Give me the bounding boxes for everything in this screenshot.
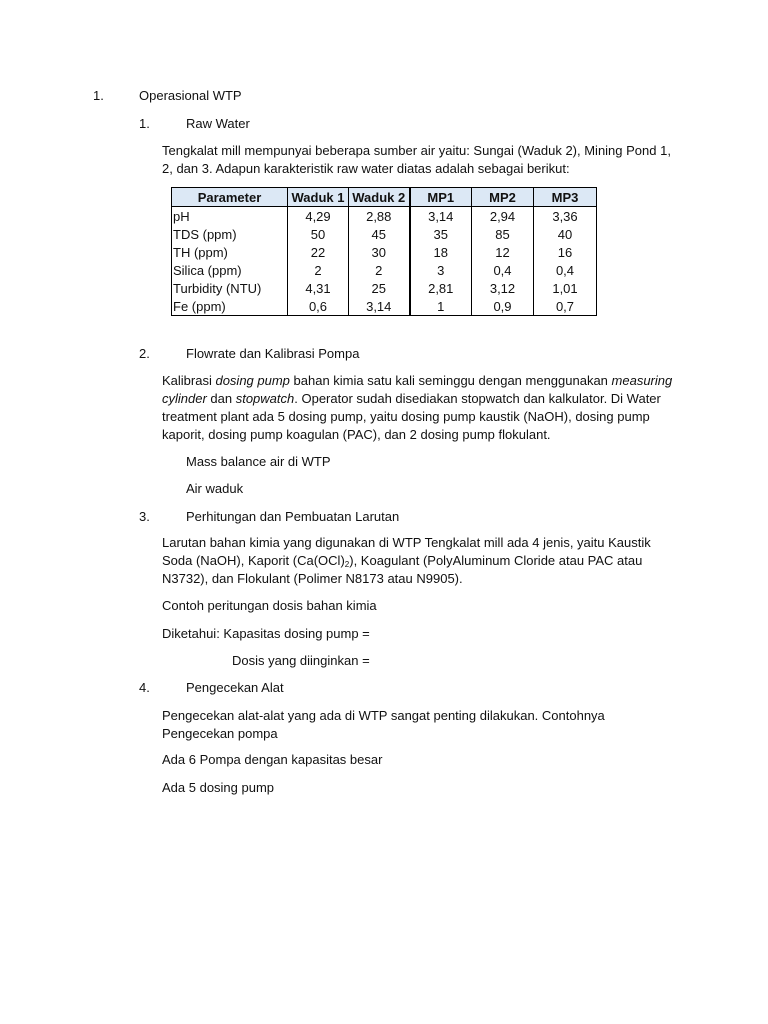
pompa-label: Ada 6 Pompa dengan kapasitas besar — [162, 752, 383, 767]
diketahui-label: Diketahui: Kapasitas dosing pump = — [162, 626, 370, 641]
table-row — [172, 243, 597, 261]
table-row — [172, 261, 597, 279]
table-cell: 0,4 — [472, 261, 534, 279]
table-cell: 2,81 — [410, 279, 472, 297]
perhitungan-number: 3. — [139, 509, 150, 524]
table-header-cell: Waduk 2 — [349, 188, 410, 207]
table-cell: 3,14 — [410, 207, 472, 226]
table-cell: 4,29 — [288, 207, 349, 226]
flowrate-italic-text: stopwatch — [235, 391, 295, 406]
table-cell: 0,6 — [288, 297, 349, 316]
dosing-pump-label: Ada 5 dosing pump — [162, 780, 275, 795]
table-header-cell: Parameter — [172, 188, 288, 207]
table-header-cell: MP3 — [534, 188, 597, 207]
table-cell-parameter: pH — [172, 207, 288, 226]
table-cell: 0,9 — [472, 297, 534, 316]
table-cell: 30 — [349, 243, 410, 261]
table-cell: 1,01 — [534, 279, 597, 297]
table-cell: 25 — [349, 279, 410, 297]
table-cell-parameter: Turbidity (NTU) — [172, 279, 288, 297]
table-cell: 0,7 — [534, 297, 597, 316]
flowrate-title: Flowrate dan Kalibrasi Pompa — [186, 346, 360, 361]
flowrate-number: 2. — [139, 346, 150, 361]
table-cell-parameter: Silica (ppm) — [172, 261, 288, 279]
flowrate-paragraph — [162, 372, 674, 444]
table-row — [172, 279, 597, 297]
perhitungan-text: ), Koagulant (PolyAluminum Cloride atau PAC atau N3732), dan Flokulant (Polimer N8173 atau N9905). — [162, 553, 643, 586]
table-cell: 50 — [288, 225, 349, 243]
table-cell: 3,14 — [349, 297, 410, 316]
flowrate-italic-text: measuring cylinder — [162, 373, 673, 406]
pengecekan-number: 4. — [139, 680, 150, 695]
air-waduk-label: Air waduk — [186, 481, 244, 496]
pengecekan-title: Pengecekan Alat — [186, 680, 284, 695]
table-cell: 16 — [534, 243, 597, 261]
table-cell: 85 — [472, 225, 534, 243]
raw-water-table — [171, 187, 597, 316]
table-cell-parameter: Fe (ppm) — [172, 297, 288, 316]
table-header-cell: MP1 — [410, 188, 472, 207]
table-cell: 12 — [472, 243, 534, 261]
dosis-label: Dosis yang diinginkan = — [232, 653, 370, 668]
table-cell-parameter: TH (ppm) — [172, 243, 288, 261]
table-row — [172, 225, 597, 243]
perhitungan-title: Perhitungan dan Pembuatan Larutan — [186, 509, 400, 524]
table-row — [172, 207, 597, 226]
table-cell: 2,88 — [349, 207, 410, 226]
flowrate-text: . Operator sudah disediakan stopwatch dan kalkulator. Di Water treatment plant ada 5 dosing pump, yaitu dosing pump kaustik (NaOH), dosing pump kaporit, dosing pump koagulan (PAC), dan 2 dosing pump flokulant. — [162, 391, 661, 442]
flowrate-italic-text: dosing pump — [215, 373, 290, 388]
table-cell: 40 — [534, 225, 597, 243]
raw-water-title: Raw Water — [186, 116, 250, 131]
pengecekan-paragraph: Pengecekan alat-alat yang ada di WTP sangat penting dilakukan. Contohnya Pengecekan pompa — [162, 708, 605, 741]
contoh-label: Contoh peritungan dosis bahan kimia — [162, 598, 377, 613]
table-cell: 3,36 — [534, 207, 597, 226]
perhitungan-paragraph — [162, 534, 674, 588]
raw-water-number: 1. — [139, 116, 150, 131]
section-title: Operasional WTP — [139, 88, 242, 103]
table-cell: 2,94 — [472, 207, 534, 226]
subscript: 2 — [344, 560, 350, 569]
table-cell: 22 — [288, 243, 349, 261]
table-cell: 0,4 — [534, 261, 597, 279]
mass-balance-label: Mass balance air di WTP — [186, 454, 331, 469]
flowrate-text: bahan kimia satu kali seminggu dengan menggunakan — [289, 373, 612, 388]
table-header-row — [172, 188, 597, 207]
table-cell: 3 — [410, 261, 472, 279]
flowrate-text: dan — [206, 391, 236, 406]
table-cell: 35 — [410, 225, 472, 243]
table-cell: 1 — [410, 297, 472, 316]
table-cell: 2 — [349, 261, 410, 279]
table-cell: 2 — [288, 261, 349, 279]
section-number: 1. — [93, 88, 104, 103]
raw-water-intro: Tengkalat mill mempunyai beberapa sumber air yaitu: Sungai (Waduk 2), Mining Pond 1, 2, dan 3. Adapun karakteristik raw water diatas adalah sebagai berikut: — [162, 143, 671, 176]
table-cell: 3,12 — [472, 279, 534, 297]
table-cell: 18 — [410, 243, 472, 261]
table-cell: 45 — [349, 225, 410, 243]
table-cell-parameter: TDS (ppm) — [172, 225, 288, 243]
table-header-cell: MP2 — [472, 188, 534, 207]
flowrate-text: Kalibrasi — [162, 373, 216, 388]
perhitungan-text: Larutan bahan kimia yang digunakan di WTP Tengkalat mill ada 4 jenis, yaitu Kaustik Soda (NaOH), Kaporit (Ca(OCl) — [162, 535, 651, 568]
table-cell: 4,31 — [288, 279, 349, 297]
table-row — [172, 297, 597, 316]
table-header-cell: Waduk 1 — [288, 188, 349, 207]
